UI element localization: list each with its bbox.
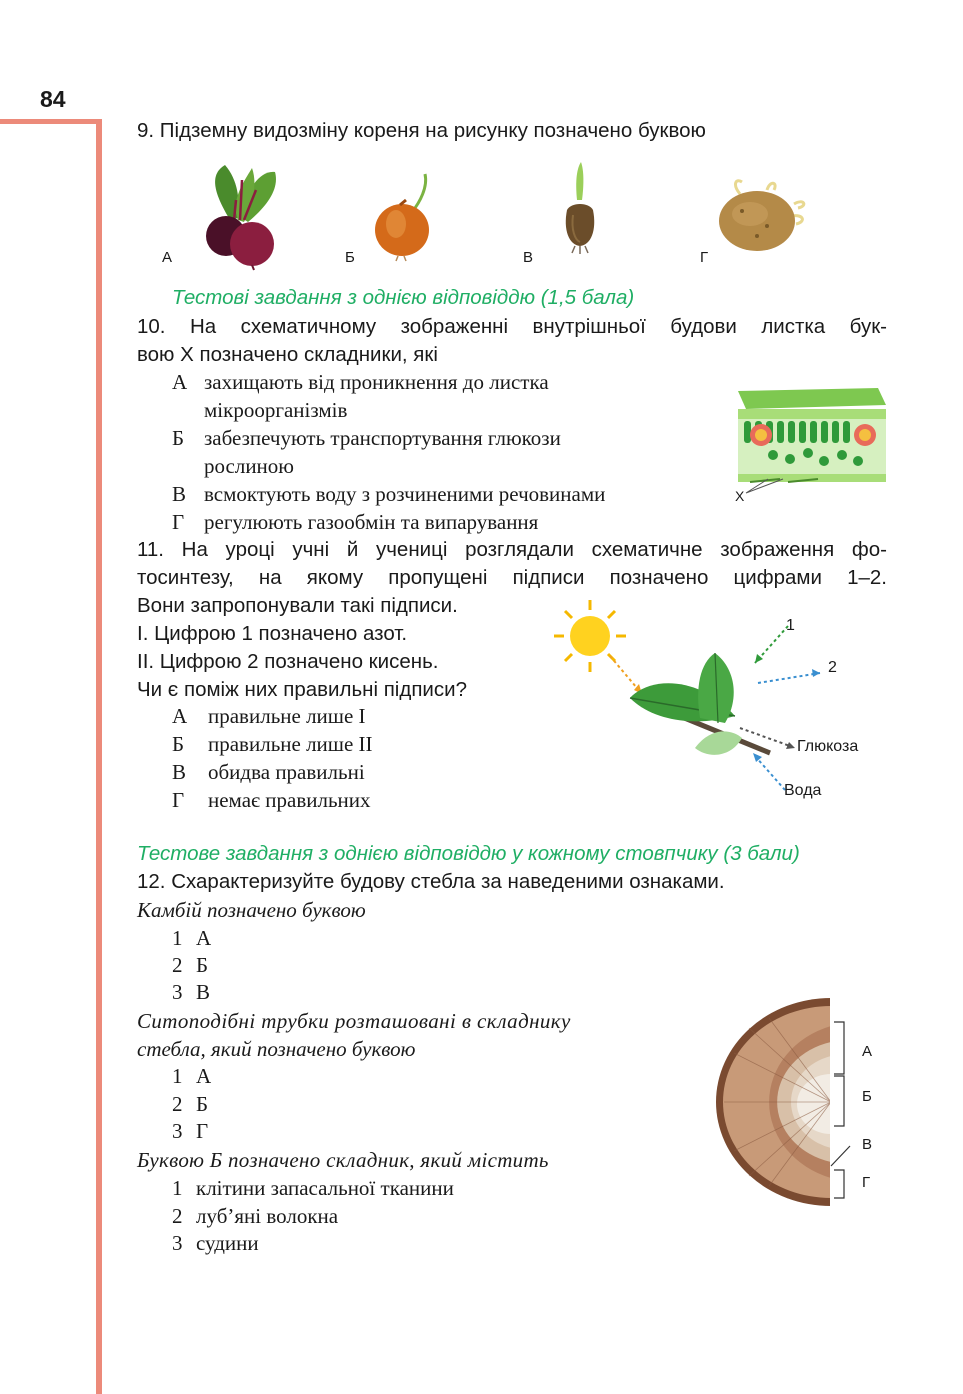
q10-opt-b-line1: забезпечують транспортування глюкози xyxy=(204,426,561,450)
q11-opt-c-letter: В xyxy=(172,760,187,784)
q11-statement-2: ІІ. Цифрою 2 позначено кисень. xyxy=(137,650,439,673)
q12-part3-opt1: клітини запасальної тканини xyxy=(196,1176,454,1200)
beetroot-image xyxy=(190,160,300,270)
q12-text: 12. Схарактеризуйте будову стебла за наведеними ознаками. xyxy=(137,870,725,893)
bulb-image xyxy=(555,160,605,255)
section2-title: Тестове завдання з однією відповіддю у кожному стовпчику (3 бали) xyxy=(137,842,800,865)
margin-rule-top xyxy=(0,119,102,124)
q11-opt-d: немає правильних xyxy=(208,788,371,812)
q12-part2-opt2-num: 2 xyxy=(172,1092,183,1116)
margin-rule-side xyxy=(96,119,102,1394)
q11-opt-a-letter: А xyxy=(172,704,188,728)
q12-part2-prompt-line1: Ситоподібні трубки розташовані в складнику xyxy=(137,1009,571,1033)
page-number: 84 xyxy=(40,86,66,112)
q12-part3-opt3-num: 3 xyxy=(172,1231,183,1255)
stem-label-c: В xyxy=(862,1136,873,1153)
q12-part3-opt1-num: 1 xyxy=(172,1176,183,1200)
q9-label-a: А xyxy=(162,249,173,266)
leaf-structure-diagram xyxy=(728,383,893,503)
q12-part2-opt3-num: 3 xyxy=(172,1119,183,1143)
stem-cross-section xyxy=(714,998,859,1208)
potato-image xyxy=(712,176,812,256)
q12-part1-prompt: Камбій позначено буквою xyxy=(137,898,366,922)
q12-part2-opt1: А xyxy=(196,1064,212,1088)
q11-line1: 11. На уроці учні й учениці розглядали схематичне зображення фо- xyxy=(137,538,887,561)
photosynthesis-label-glucose: Глюкоза xyxy=(797,738,859,755)
q10-opt-a-line1: захищають від проникнення до листка xyxy=(204,370,549,394)
q11-opt-b: правильне лише ІІ xyxy=(208,732,373,756)
q11-question: Чи є поміж них правильні підписи? xyxy=(137,678,467,701)
q12-part3-opt2-num: 2 xyxy=(172,1204,183,1228)
q9-label-c: В xyxy=(523,249,534,266)
q11-opt-d-letter: Г xyxy=(172,788,185,812)
q11-opt-c: обидва правильні xyxy=(208,760,365,784)
q12-part1-opt3-num: 3 xyxy=(172,980,183,1004)
leaf-diagram-x-label: Х xyxy=(735,488,745,504)
q12-part3-opt3: судини xyxy=(196,1231,259,1255)
q9-label-b: Б xyxy=(345,249,355,266)
q11-opt-a: правильне лише І xyxy=(208,704,366,728)
q10-opt-a-letter: А xyxy=(172,370,188,394)
q9-label-d: Г xyxy=(700,249,709,266)
q10-opt-d: регулюють газообмін та випарування xyxy=(204,510,539,534)
q12-part2-prompt-line2: стебла, який позначено буквою xyxy=(137,1037,416,1061)
q12-part1-opt2-num: 2 xyxy=(172,953,183,977)
q12-part1-opt1: А xyxy=(196,926,212,950)
q10-opt-a-line2: мікроорганізмів xyxy=(204,398,348,422)
stem-label-a: А xyxy=(862,1043,873,1060)
q12-part2-opt2: Б xyxy=(196,1092,209,1116)
photosynthesis-label-water: Вода xyxy=(784,782,822,799)
q11-line2: тосинтезу, на якому пропущені підписи позначено цифрами 1–2. xyxy=(137,566,887,589)
onion-image xyxy=(370,172,440,262)
q12-part1-opt3: В xyxy=(196,980,211,1004)
q10-line2: вою Х позначено складники, які xyxy=(137,343,438,366)
q12-part1-opt1-num: 1 xyxy=(172,926,183,950)
q12-part3-prompt: Буквою Б позначено складник, який містить xyxy=(137,1148,549,1172)
stem-label-d: Г xyxy=(862,1174,871,1191)
q10-opt-b-line2: рослиною xyxy=(204,454,294,478)
photosynthesis-label-2: 2 xyxy=(828,659,837,676)
q9-text: 9. Підземну видозміну кореня на рисунку позначено буквою xyxy=(137,119,706,142)
q10-line1: 10. На схематичному зображенні внутрішньої будови листка бук- xyxy=(137,315,887,338)
photosynthesis-label-1: 1 xyxy=(786,617,795,634)
q12-part3-opt2: луб’яні волокна xyxy=(196,1204,339,1228)
q11-line3: Вони запропонували такі підписи. xyxy=(137,594,458,617)
q11-statement-1: І. Цифрою 1 позначено азот. xyxy=(137,622,408,645)
q12-part2-opt3: Г xyxy=(196,1119,209,1143)
stem-label-b: Б xyxy=(862,1088,872,1105)
q10-opt-b-letter: Б xyxy=(172,426,185,450)
q12-part2-opt1-num: 1 xyxy=(172,1064,183,1088)
section1-title: Тестові завдання з однією відповіддю (1,5 бала) xyxy=(172,286,635,309)
q10-opt-d-letter: Г xyxy=(172,510,185,534)
q12-part1-opt2: Б xyxy=(196,953,209,977)
q10-opt-c-letter: В xyxy=(172,482,187,506)
q11-opt-b-letter: Б xyxy=(172,732,185,756)
q10-opt-c: всмоктують воду з розчиненими речовинами xyxy=(204,482,606,506)
photosynthesis-diagram xyxy=(550,598,790,798)
